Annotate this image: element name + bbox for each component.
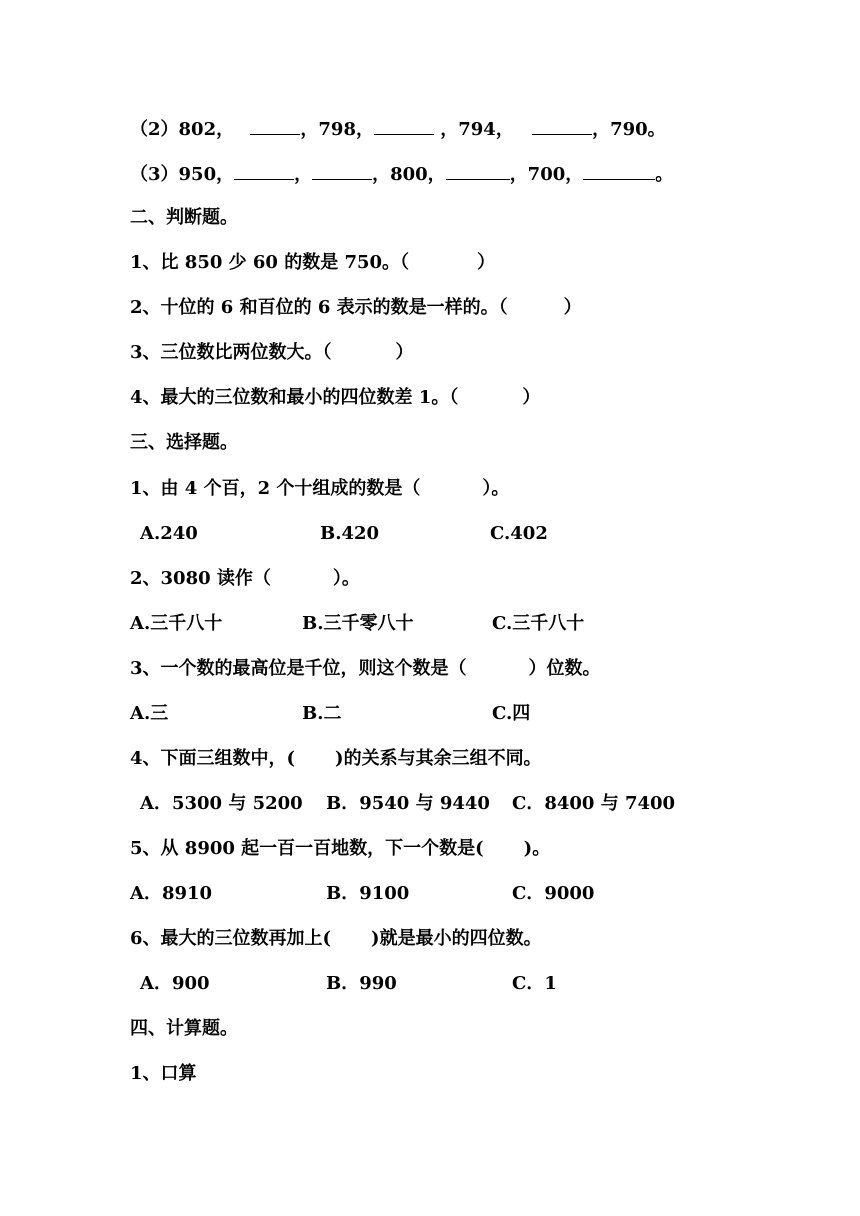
answer-blank[interactable] [250,116,300,135]
fill-row-3-start: （3）950， [130,164,235,185]
question-text: 3、三位数比两位数大。（ [130,342,332,363]
option-b[interactable]: B．9540 与 9440 [326,793,490,814]
choice-question-5 [130,837,550,861]
question-text-end: )。 [523,838,551,859]
question-text: 1、由 4 个百，2 个十组成的数是（ [130,478,421,499]
option-c[interactable]: C．9000 [512,883,595,904]
paren-close: ） [477,252,496,273]
option-b[interactable]: B．990 [326,973,397,994]
question-text-end: ）。 [482,478,510,499]
option-a[interactable]: A.240 [140,523,198,544]
fill-row-3-sep1: ， [294,164,313,185]
section-heading-judge: 二、判断题。 [130,207,238,228]
judge-question-4 [130,386,540,410]
fill-row-3-end: 。 [655,164,674,185]
answer-blank[interactable] [374,116,434,135]
choice-question-6 [130,927,542,951]
choice-question-2 [130,567,360,591]
fill-row-3-mid2: ，700， [509,164,584,185]
question-text: 4、下面三组数中，( [130,748,296,769]
option-c[interactable]: C.四 [492,703,531,724]
answer-blank[interactable] [312,161,372,180]
choice-question-4 [130,747,542,771]
fill-row-2-start: （2）802， [130,119,235,140]
question-text-end: )的关系与其余三组不同。 [335,748,542,769]
section-heading-choice: 三、选择题。 [130,432,238,453]
question-text-end: ）。 [332,568,360,589]
answer-blank[interactable] [583,161,655,180]
option-a[interactable]: A．8910 [130,883,213,904]
question-text: 1、比 850 少 60 的数是 750。（ [130,252,410,273]
paren-close: ） [563,297,582,318]
fill-row-3 [130,161,673,187]
question-text: 4、最大的三位数和最小的四位数差 1。（ [130,387,459,408]
fill-row-3-mid: ，800， [372,164,446,185]
answer-blank[interactable] [532,116,592,135]
fill-row-2-mid2: ，794， [440,119,514,140]
answer-blank[interactable] [446,161,510,180]
judge-question-1 [130,251,495,275]
question-text: 2、十位的 6 和百位的 6 表示的数是一样的。（ [130,297,508,318]
choice-question-1 [130,477,509,501]
question-text: 6、最大的三位数再加上( [130,928,332,949]
fill-row-2-end: ，790。 [592,119,666,140]
option-b[interactable]: B.420 [320,523,380,544]
option-a[interactable]: A．5300 与 5200 [140,793,303,814]
option-a[interactable]: A.三千八十 [130,613,223,634]
option-c[interactable]: C．8400 与 7400 [512,793,676,814]
option-a[interactable]: A．900 [140,973,210,994]
fill-row-2-mid1: ，798， [300,119,374,140]
fill-row-2 [130,116,666,142]
choice-question-3 [130,657,601,681]
option-c[interactable]: C.三千八十 [492,613,585,634]
section-heading-calc: 四、计算题。 [130,1018,238,1039]
question-text: 2、3080 读作（ [130,568,271,589]
answer-blank[interactable] [234,161,294,180]
question-text: 5、从 8900 起一百一百地数，下一个数是( [130,838,484,859]
option-c[interactable]: C．1 [512,973,557,994]
option-b[interactable]: B.三千零八十 [302,613,414,634]
calc-item-1: 1、口算 [130,1063,197,1084]
paren-close: ） [522,387,541,408]
judge-question-3 [130,341,414,365]
option-b[interactable]: B．9100 [326,883,410,904]
option-c[interactable]: C.402 [490,523,548,544]
paren-close: ） [395,342,414,363]
judge-question-2 [130,296,582,320]
question-text-end: )就是最小的四位数。 [371,928,542,949]
question-text: 3、一个数的最高位是千位，则这个数是（ [130,658,467,679]
option-a[interactable]: A.三 [130,703,169,724]
question-text-end: ）位数。 [528,658,601,679]
option-b[interactable]: B.二 [302,703,342,724]
